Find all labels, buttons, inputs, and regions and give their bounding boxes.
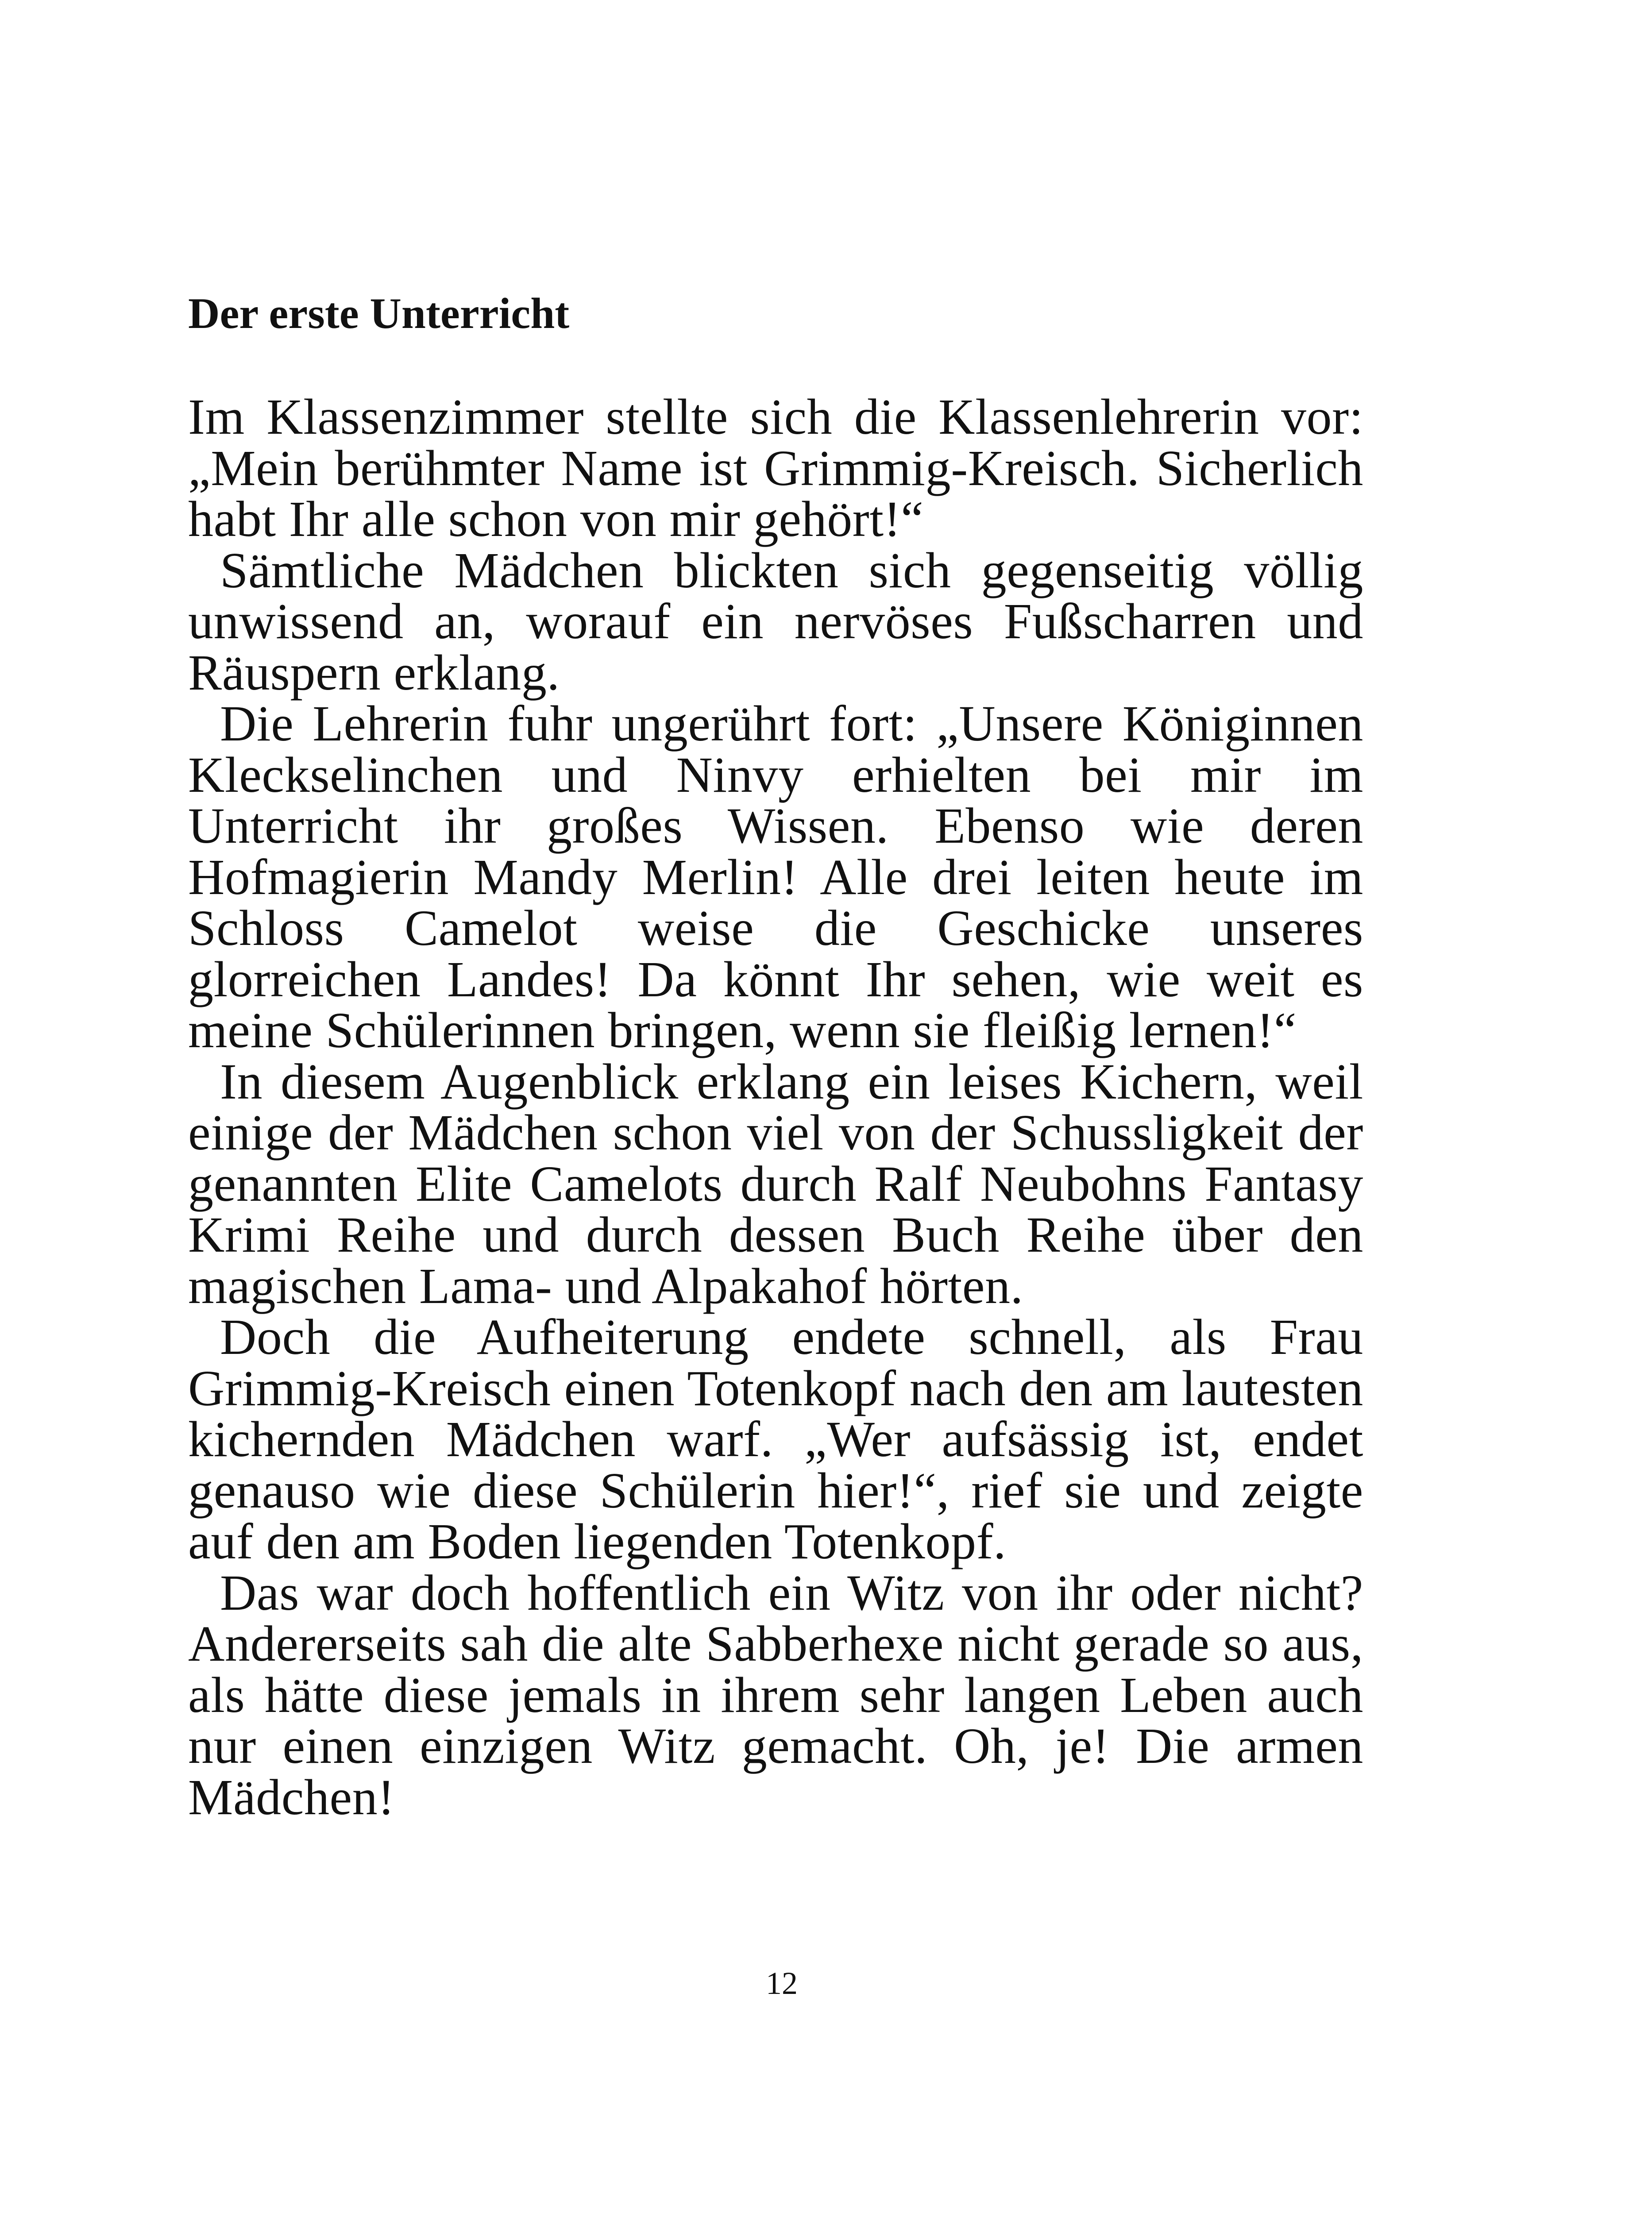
chapter-heading: Der erste Unterricht [188, 289, 570, 338]
paragraph: Die Lehrerin fuhr ungerührt fort: „Unsere Königinnen Kleckselinchen und Ninvy erhielten bei mir im Unterricht ihr großes Wissen. Ebenso wie deren Hofmagierin Mandy Merlin! Alle drei leiten heute im Schloss Camelot weise die Geschicke unseres glorreichen Landes! Da könnt Ihr sehen, wie weit es meine Schülerinnen bringen, wenn sie fleißig lernen!“ [188, 695, 1363, 1058]
paragraph: Im Klassenzimmer stellte sich die Klassenlehrerin vor: „Mein berühmter Name ist Grimmig-Kreisch. Sicherlich habt Ihr alle schon von mir gehört!“ [188, 389, 1363, 547]
paragraph: Sämtliche Mädchen blickten sich gegenseitig völlig unwissend an, worauf ein nervöses Fußscharren und Räuspern erklang. [188, 542, 1363, 701]
paragraph: Doch die Aufheiterung endete schnell, als Frau Grimmig-Kreisch einen Totenkopf nach den am lautesten kichernden Mädchen warf. „Wer aufsässig ist, endet genauso wie diese Schülerin hier!“, rief sie und zeigte auf den am Boden liegenden Totenkopf. [188, 1309, 1363, 1569]
page-number: 12 [766, 1966, 798, 2001]
chapter-body [188, 391, 1363, 1823]
paragraph: In diesem Augenblick erklang ein leises Kichern, weil einige der Mädchen schon viel von der Schussligkeit der genannten Elite Camelots durch Ralf Neubohns Fantasy Krimi Reihe und durch dessen Buch Reihe über den magischen Lama- und Alpakahof hörten. [188, 1053, 1363, 1314]
paragraph: Das war doch hoffentlich ein Witz von ihr oder nicht? Andererseits sah die alte Sabberhexe nicht gerade so aus, als hätte diese jemals in ihrem sehr langen Leben auch nur einen einzigen Witz gemacht. Oh, je! Die armen Mädchen! [188, 1564, 1363, 1825]
